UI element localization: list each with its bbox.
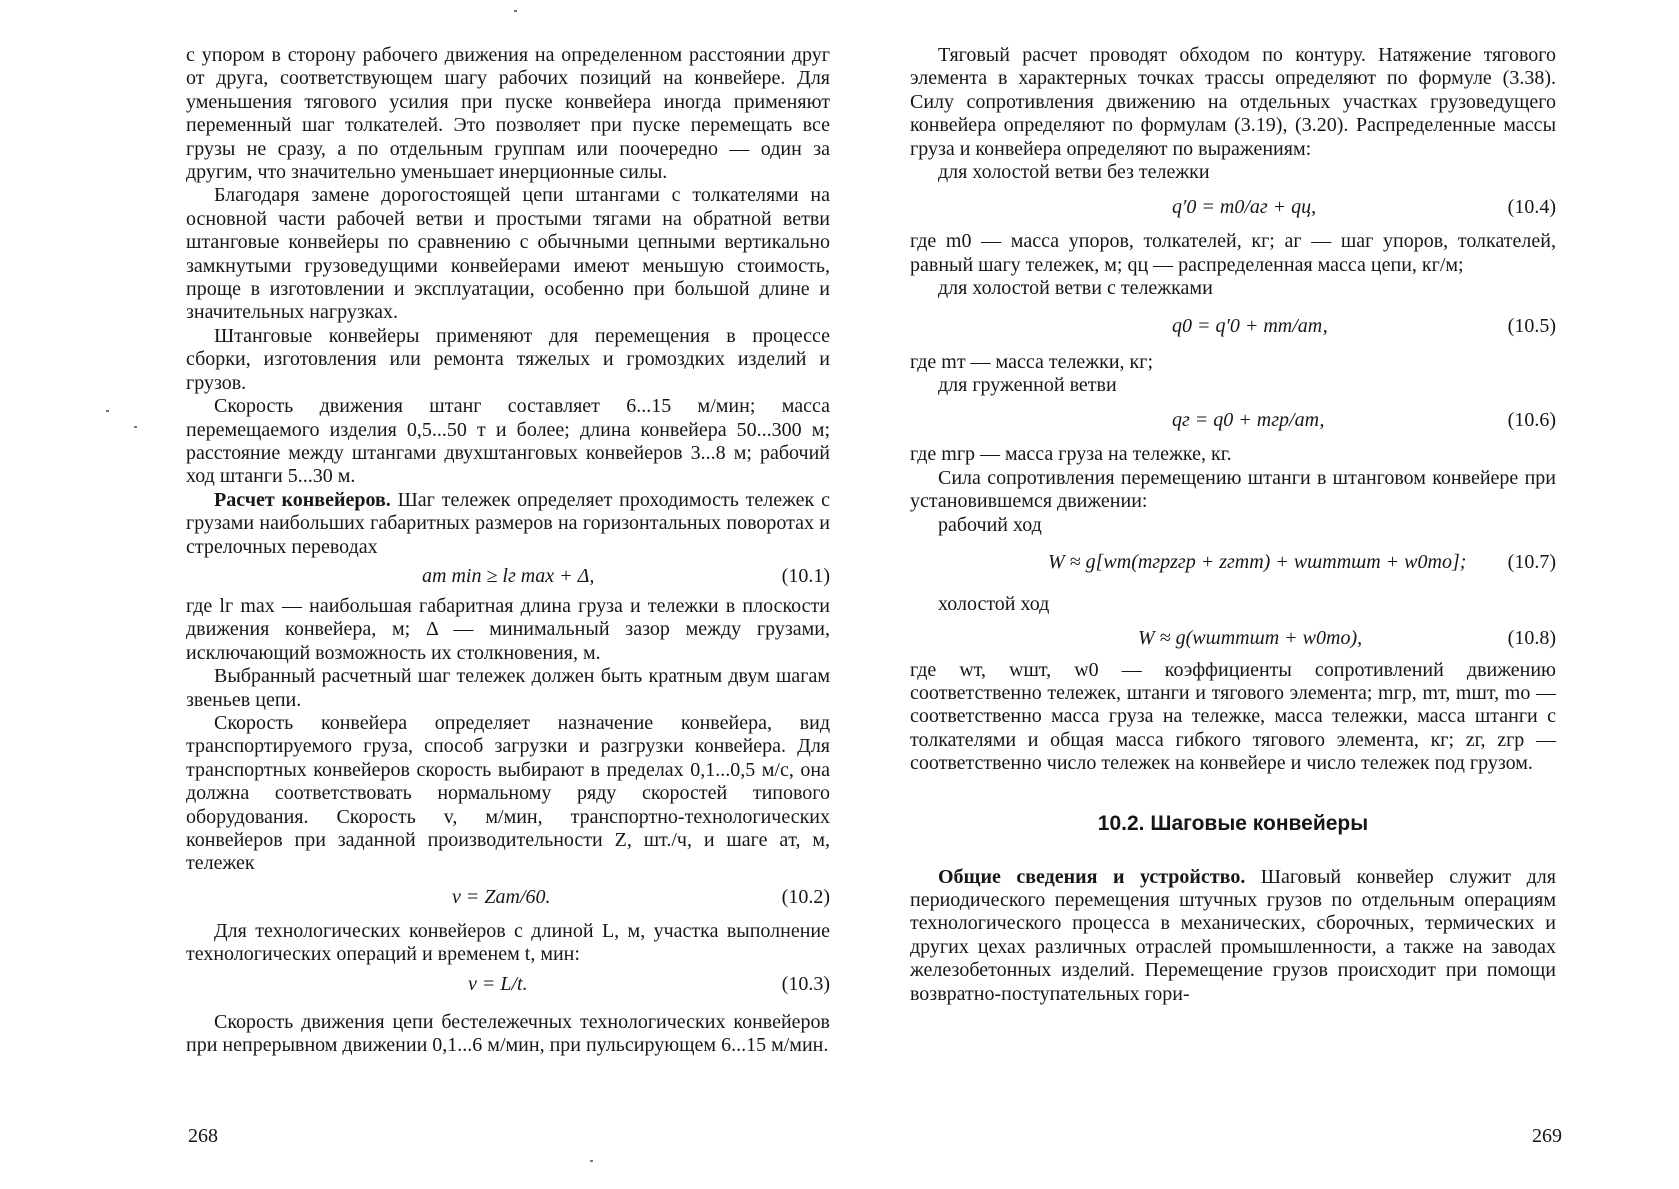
equation-10-5 xyxy=(910,301,1556,351)
paragraph: Штанговые конвейеры применяют для перемещения в процессе сборки, изготовления или ремонта тяжелых и громоздких изделий и грузов. xyxy=(186,324,830,394)
paragraph-text: Шаг тележек определяет проходимость тележек с грузами наибольших габаритных размеров на горизонтальных поворотах и стрелочных переводах xyxy=(186,488,830,558)
equation-10-8 xyxy=(910,617,1556,659)
equation-number: (10.3) xyxy=(781,972,830,995)
formula: v = L/t. xyxy=(468,972,528,995)
case-label: для холостой ветви без тележки xyxy=(938,161,1210,184)
equation-number: (10.2) xyxy=(781,885,830,908)
equation-number: (10.4) xyxy=(1507,196,1556,219)
page-number: 268 xyxy=(188,1125,218,1147)
equation-10-1 xyxy=(186,559,830,595)
paragraph: Скорость конвейера определяет назначение конвейера, вид транспортируемого груза, способ загрузки и разгрузки конвейера. Для транспортных конвейеров скорость выбирают в пределах 0,1...0,5 м/с, она должна соответствовать нормальному ряду скоростей типового оборудования. Скорость v, м/мин, транспортно-технологических конвейеров при заданной производительности Z, шт./ч, и шаге aт, м, тележек xyxy=(186,711,830,875)
case-label: для груженной ветви xyxy=(938,374,1117,397)
equation-10-3 xyxy=(186,967,830,1011)
left-page xyxy=(186,44,830,1057)
formula: W ≈ g(wштmшт + w0mо), xyxy=(1138,626,1363,649)
paragraph-text: Шаговый конвейер служит для периодического перемещения штучных грузов по отдельным операциям технологического процесса в механических, сборочных, термических и других цехах различных отраслей промышленности, а также на заводах железобетонных изделий. Перемещение грузов происходит при помощи возвратно-поступательных гори- xyxy=(910,865,1556,1005)
paragraph: где lг max — наибольшая габаритная длина груза и тележки в плоскости движения конвейера, м; Δ — минимальный зазор между грузами, исключающий возможность их столкновения, м. xyxy=(186,594,830,664)
paragraph: Скорость движения цепи бестележечных технологических конвейеров при непрерывном движении 0,1...6 м/мин, при пульсирующем 6...15 м/мин. xyxy=(186,1010,830,1057)
formula: qг = q0 + mгр/aт, xyxy=(1172,409,1325,432)
formula: v = Zaт/60. xyxy=(452,885,551,908)
paragraph: с упором в сторону рабочего движения на определенном расстоянии друг от друга, соответствующем шагу рабочих позиций на конвейере. Для уменьшения тягового усилия при пуске конвейера иногда применяют переменный шаг толкателей. Это позволяет при пуске перемещать все грузы не сразу, а по отдельным группам или поочередно — один за другим, что значительно уменьшает инерционные силы. xyxy=(186,44,830,184)
scan-speck xyxy=(514,10,517,12)
scan-speck xyxy=(106,410,109,412)
paragraph: Тяговый расчет проводят обходом по контуру. Натяжение тягового элемента в характерных точках трассы определяют по формуле (3.38). Силу сопротивления движению на отдельных участках грузоведущего конвейера определяют по формулам (3.19), (3.20). Распределенные массы груза и конвейера определяют по выражениям: xyxy=(910,44,1556,160)
case-label: рабочий ход xyxy=(938,513,1042,536)
right-page xyxy=(910,44,1556,1006)
paragraph: Скорость движения штанг составляет 6...15 м/мин; масса перемещаемого изделия 0,5...50 т и более; длина конвейера 50...300 м; расстояние между штангами двухштанговых конвейеров 3...8 м; рабочий ход штанги 5...30 м. xyxy=(186,395,830,488)
paragraph: где mгр — масса груза на тележке, кг. xyxy=(910,443,1232,466)
paragraph: где m0 — масса упоров, толкателей, кг; aг — шаг упоров, толкателей, равный шагу тележек, м; qц — распределенная масса цепи, кг/м; xyxy=(910,230,1556,276)
scan-speck xyxy=(134,426,137,428)
case-label: для холостой ветви с тележками xyxy=(938,277,1213,300)
paragraph: Для технологических конвейеров с длиной L, м, участка выполнение технологических операций и временем t, мин: xyxy=(186,919,830,966)
page-number: 269 xyxy=(1532,1125,1562,1147)
run-in-heading: Общие сведения и устройство. xyxy=(938,865,1246,888)
formula: aт min ≥ lг max + Δ, xyxy=(422,564,595,587)
formula: q′0 = m0/aг + qц, xyxy=(1172,196,1317,219)
paragraph: Благодаря замене дорогостоящей цепи штангами с толкателями на основной части рабочей ветви и простыми тягами на обратной ветви штанговые конвейеры по сравнению с обычными цепными вертикально замкнутыми грузоведущими конвейерами имеют меньшую стоимость, проще в изготовлении и эксплуатации, особенно при большой длине и значительных нагрузках. xyxy=(186,184,830,324)
paragraph: где mт — масса тележки, кг; xyxy=(910,350,1154,373)
formula: W ≈ g[wт(mгрzгр + zгmт) + wштmшт + w0mо]; xyxy=(1048,551,1467,574)
equation-10-2 xyxy=(186,876,830,920)
section-heading: 10.2. Шаговые конвейеры xyxy=(1097,811,1369,835)
formula: q0 = q′0 + mт/aт, xyxy=(1172,314,1328,337)
paragraph: Выбранный расчетный шаг тележек должен быть кратным двум шагам звеньев цепи. xyxy=(186,665,830,711)
paragraph: Сила сопротивления перемещению штанги в штанговом конвейере при установившемся движении: xyxy=(910,466,1556,513)
equation-number: (10.5) xyxy=(1507,314,1556,337)
equation-number: (10.8) xyxy=(1507,626,1556,649)
case-label: холостой ход xyxy=(938,593,1050,616)
paragraph: где wт, wшт, w0 — коэффициенты сопротивлений движению соответственно тележек, штанги и тягового элемента; mгр, mт, mшт, mо — соответственно масса груза на тележке, масса тележки, масса штанги с толкателями и общая масса гибкого тягового элемента, кг; zг, zгр — соответственно число тележек на конвейере и число тележек под грузом. xyxy=(910,658,1556,775)
equation-10-7 xyxy=(910,537,1556,587)
paragraph-calculation xyxy=(186,489,830,559)
run-in-heading: Расчет конвейеров. xyxy=(214,488,391,511)
scan-speck xyxy=(590,1160,593,1162)
equation-10-6 xyxy=(910,397,1556,443)
equation-number: (10.1) xyxy=(781,564,830,587)
equation-number: (10.6) xyxy=(1507,409,1556,432)
equation-number: (10.7) xyxy=(1507,551,1556,574)
equation-10-4 xyxy=(910,184,1556,230)
paragraph-general xyxy=(910,866,1556,1006)
